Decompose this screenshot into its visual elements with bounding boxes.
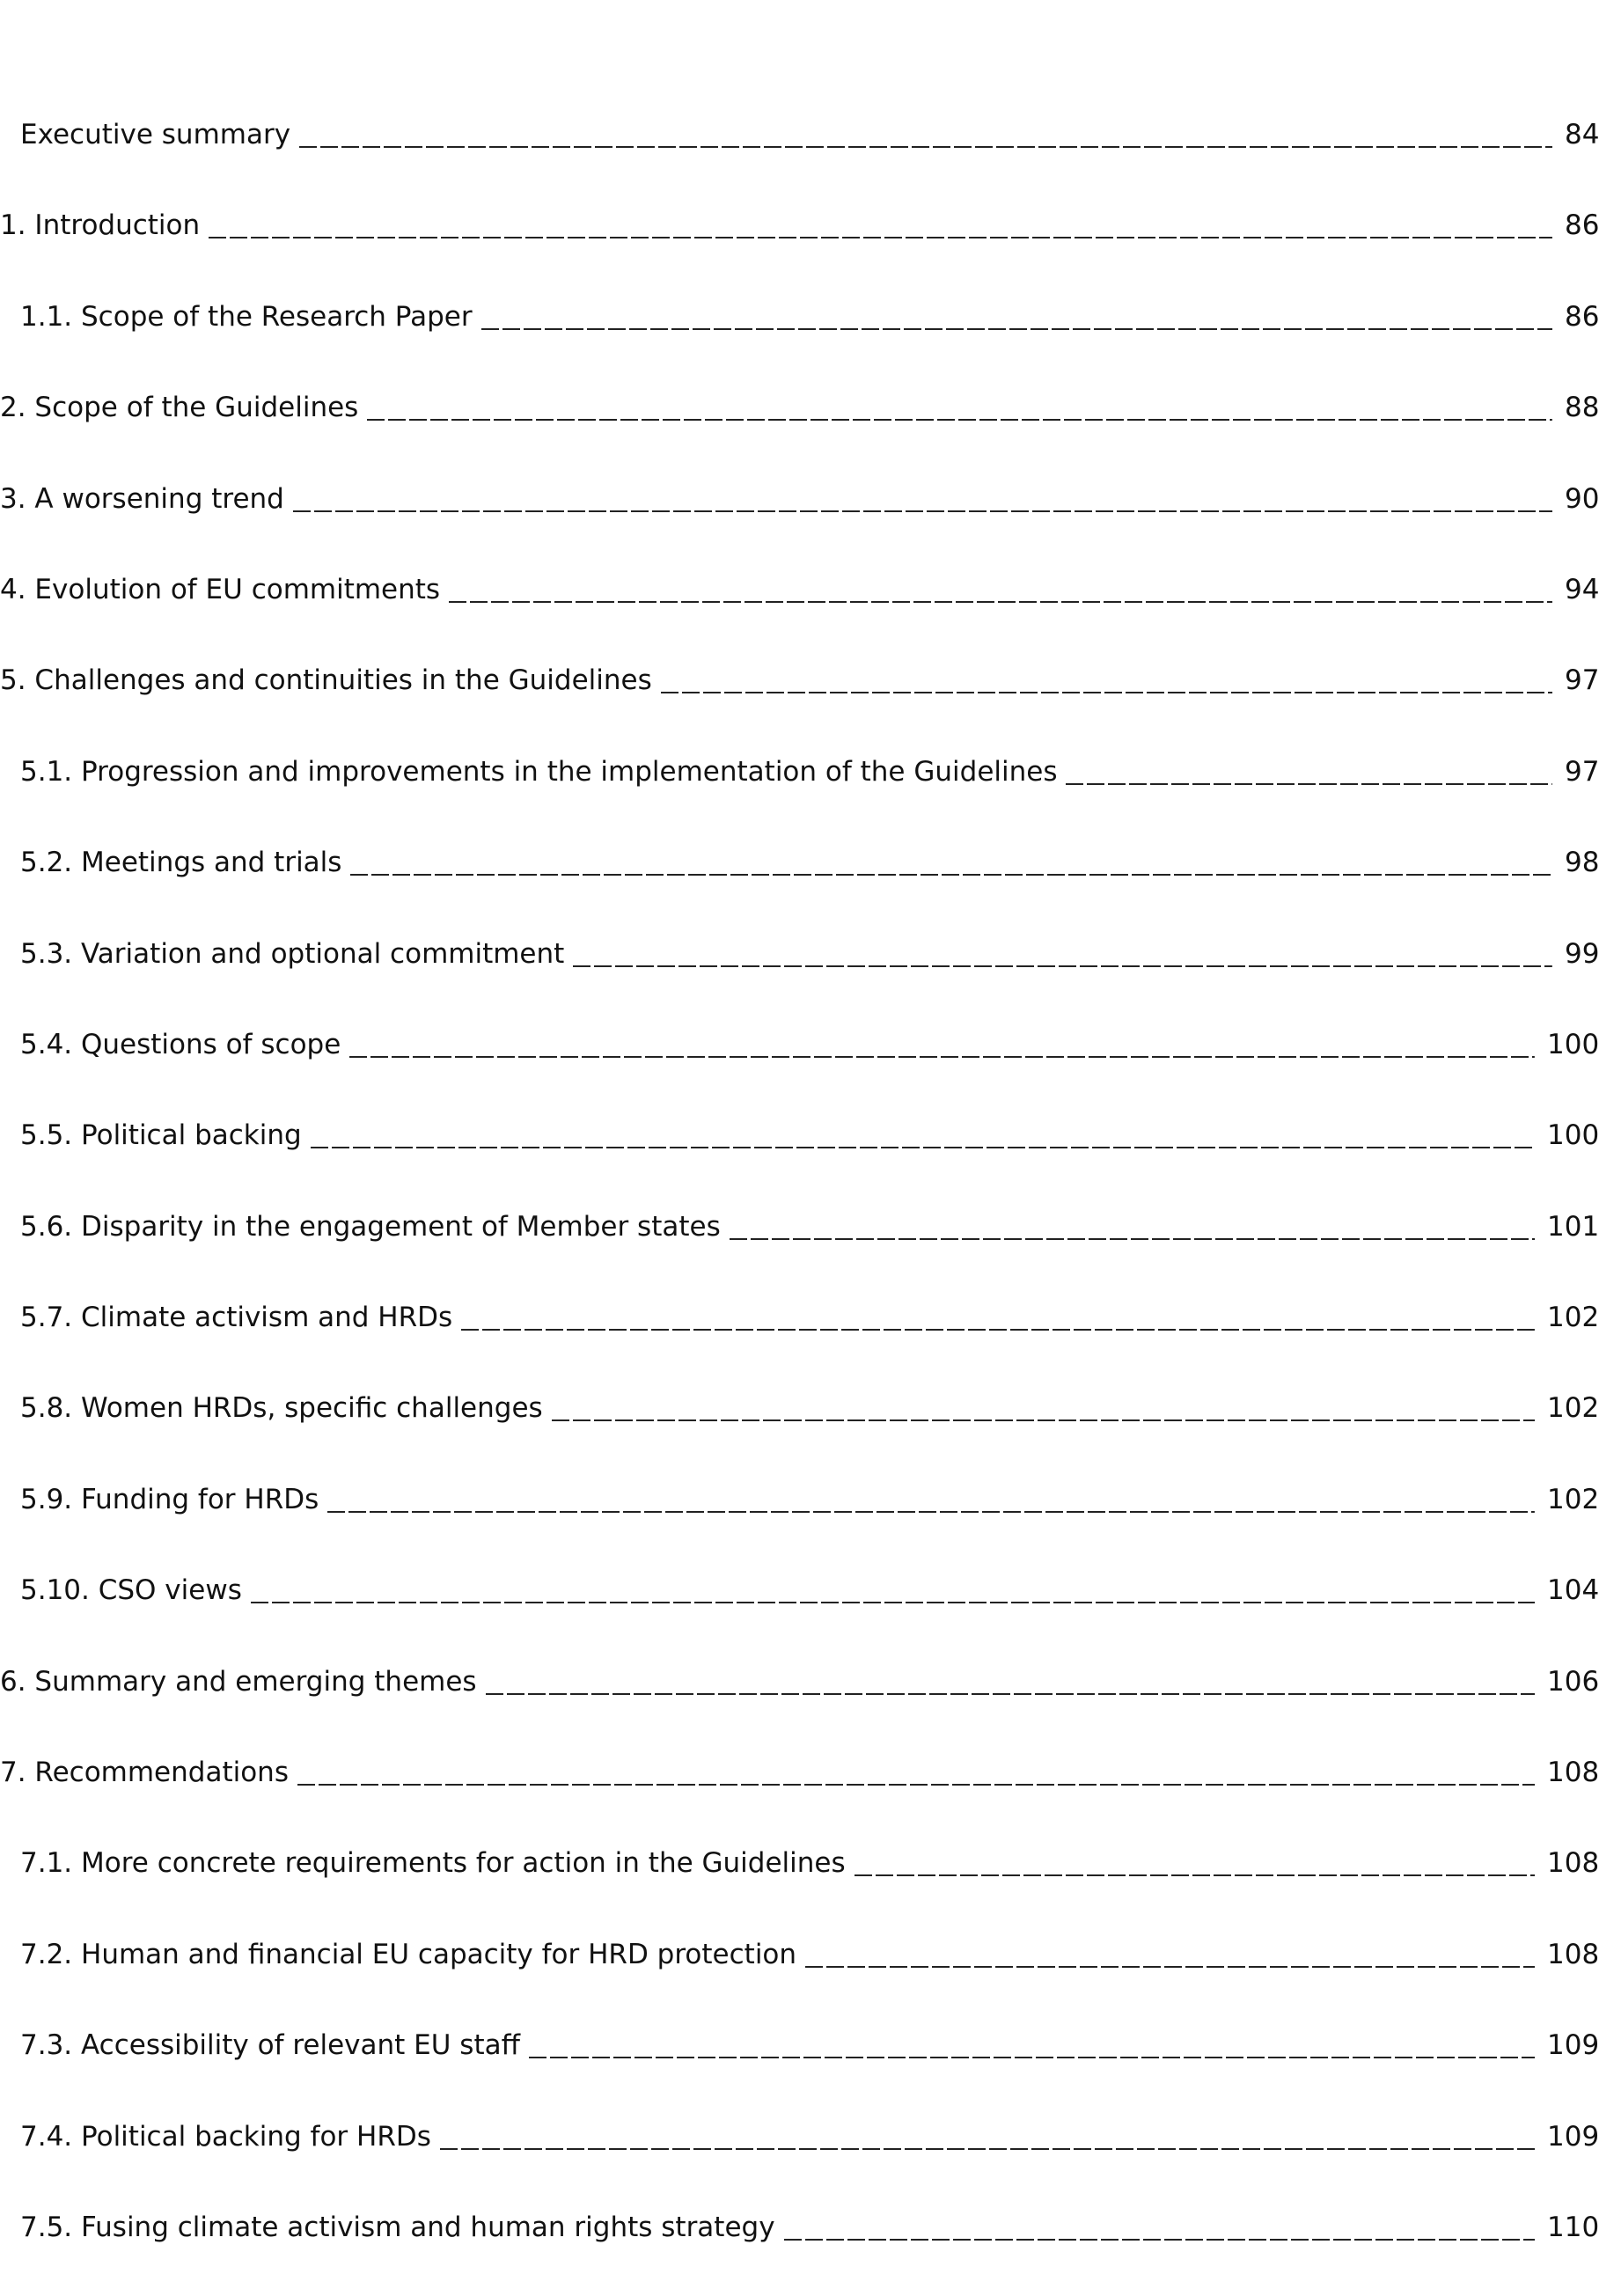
toc-entry-title: 3. A worsening trend [0,482,284,515]
toc-entry-title: 2. Scope of the Guidelines [0,392,359,424]
toc-entry-title: 5.5. Political backing [20,1119,302,1152]
toc-entry-title: 7.1. More concrete requirements for action in the Guidelines [20,1847,846,1880]
dot-leader [297,1750,1535,1786]
dot-leader [573,932,1552,967]
toc-entry-page: 84 [1565,119,1599,150]
toc-entry-title: 5.7. Climate activism and HRDs [20,1302,453,1334]
dot-leader [327,1478,1535,1513]
dot-leader [1066,750,1552,785]
toc-entry[interactable] [0,2115,1599,2205]
toc-entry-page: 106 [1547,1665,1599,1698]
toc-entry[interactable] [0,1568,1599,1659]
dot-leader [486,1660,1535,1695]
toc-entry[interactable] [0,658,1599,749]
toc-entry-page: 102 [1547,1302,1599,1334]
dot-leader [855,1841,1535,1876]
toc-entry-page: 97 [1565,755,1599,788]
toc-entry-title: 1. Introduction [0,209,201,242]
dot-leader [552,1386,1535,1421]
dot-leader [449,568,1552,603]
dot-leader [299,113,1552,148]
toc-entry-title: 5. Challenges and continuities in the Guidelines [0,664,652,697]
toc-entry-page: 110 [1547,2211,1599,2243]
toc-entry-page: 86 [1565,209,1599,242]
toc-entry[interactable] [0,1205,1599,1295]
toc-entry-page: 94 [1565,573,1599,605]
toc-entry-title: 5.3. Variation and optional commitment [20,937,565,970]
table-of-contents [0,113,1599,2296]
dot-leader [209,203,1552,238]
toc-entry[interactable] [0,295,1599,385]
dot-leader [805,1933,1535,1968]
dot-leader [481,295,1552,330]
toc-entry-title: 7. Recommendations [0,1757,289,1789]
toc-entry[interactable] [0,1386,1599,1477]
toc-entry-page: 104 [1547,1574,1599,1607]
toc-entry-title: 5.6. Disparity in the engagement of Member states [20,1210,721,1243]
toc-entry-page: 86 [1565,300,1599,333]
dot-leader [440,2115,1535,2150]
toc-entry[interactable] [0,113,1599,203]
dot-leader [461,1295,1535,1331]
toc-entry[interactable] [0,1478,1599,1568]
toc-entry-title: Executive summary [20,119,291,150]
toc-entry[interactable] [0,1841,1599,1932]
toc-entry[interactable] [0,840,1599,931]
toc-entry[interactable] [0,1933,1599,2023]
toc-entry-page: 108 [1547,1757,1599,1789]
dot-leader [349,1023,1535,1058]
toc-entry[interactable] [0,2205,1599,2296]
toc-entry-title: 1.1. Scope of the Research Paper [20,300,473,333]
dot-leader [367,385,1552,421]
toc-entry-page: 98 [1565,847,1599,879]
toc-entry-page: 108 [1547,1938,1599,1970]
toc-entry[interactable] [0,568,1599,658]
toc-entry[interactable] [0,385,1599,476]
toc-entry[interactable] [0,932,1599,1023]
dot-leader [251,1568,1535,1603]
dot-leader [311,1113,1535,1148]
toc-entry-page: 102 [1547,1483,1599,1515]
toc-entry[interactable] [0,1750,1599,1841]
dot-leader [784,2205,1535,2241]
toc-entry-page: 100 [1547,1119,1599,1152]
toc-entry-page: 97 [1565,664,1599,697]
toc-entry-title: 5.2. Meetings and trials [20,847,342,879]
toc-entry-title: 5.1. Progression and improvements in the implementation of the Guidelines [20,755,1058,788]
toc-entry-page: 100 [1547,1028,1599,1060]
toc-entry[interactable] [0,1113,1599,1204]
toc-entry-page: 88 [1565,392,1599,424]
dot-leader [350,840,1552,876]
dot-leader [293,477,1552,512]
toc-entry-title: 7.2. Human and financial EU capacity for HRD protection [20,1938,797,1970]
toc-entry[interactable] [0,1023,1599,1113]
toc-entry[interactable] [0,2023,1599,2114]
toc-entry-title: 4. Evolution of EU commitments [0,573,441,605]
toc-entry-title: 5.9. Funding for HRDs [20,1483,319,1515]
toc-entry[interactable] [0,477,1599,568]
toc-entry-title: 5.8. Women HRDs, specific challenges [20,1392,543,1425]
toc-entry-title: 7.5. Fusing climate activism and human rights strategy [20,2211,775,2243]
toc-entry-page: 102 [1547,1392,1599,1425]
toc-entry-page: 108 [1547,1847,1599,1880]
toc-entry-page: 109 [1547,2120,1599,2153]
dot-leader [661,658,1552,693]
toc-entry[interactable] [0,1660,1599,1750]
toc-entry[interactable] [0,1295,1599,1386]
toc-entry-title: 5.4. Questions of scope [20,1028,341,1060]
toc-entry-page: 99 [1565,937,1599,970]
toc-entry-title: 7.4. Political backing for HRDs [20,2120,431,2153]
toc-entry-title: 6. Summary and emerging themes [0,1665,477,1698]
toc-entry-page: 101 [1547,1210,1599,1243]
toc-entry[interactable] [0,203,1599,294]
toc-entry-page: 109 [1547,2029,1599,2062]
toc-entry-title: 7.3. Accessibility of relevant EU staff [20,2029,520,2062]
dot-leader [529,2023,1535,2058]
toc-entry[interactable] [0,750,1599,840]
dot-leader [730,1205,1535,1240]
toc-entry-page: 90 [1565,482,1599,515]
toc-entry-title: 5.10. CSO views [20,1574,242,1607]
